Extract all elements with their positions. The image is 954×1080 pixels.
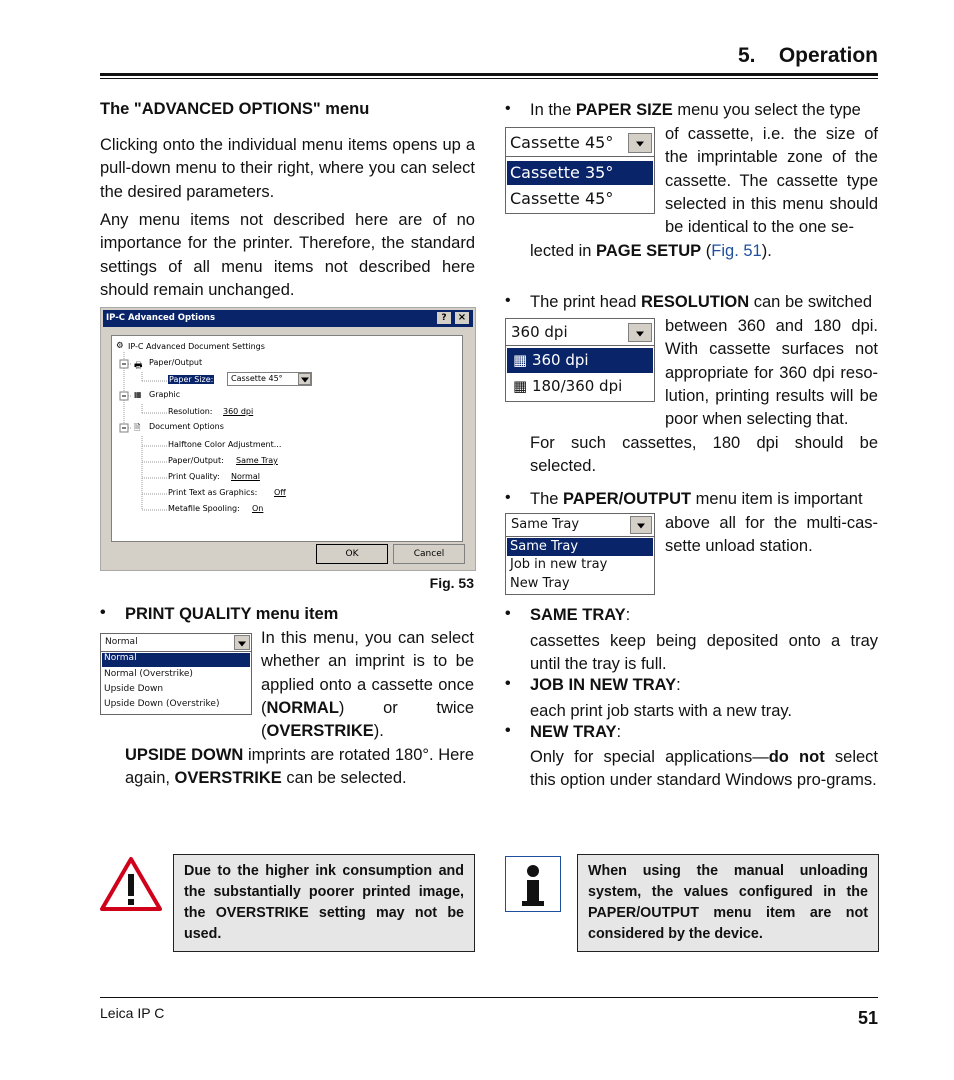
paper-output-dropdown[interactable]	[505, 513, 655, 595]
header-rule-thin	[100, 78, 878, 79]
bullet-dot: •	[505, 605, 511, 622]
print-quality-select[interactable]	[101, 634, 251, 652]
job-new-tray-heading: JOB IN NEW TRAY:	[530, 676, 681, 694]
grid-icon: ▦	[513, 351, 528, 369]
resolution-text: between 360 and 180 dpi. With cassette surfaces not appropriate for 360 dpi reso-lution, printing results will be poor when selecting that.	[665, 317, 878, 429]
tree-paper-output-label[interactable]: Paper/Output:	[168, 456, 224, 465]
close-button[interactable]: ×	[455, 312, 469, 324]
print-quality-option[interactable]: Upside Down	[104, 684, 164, 694]
figure-caption: Fig. 53	[429, 575, 474, 591]
paper-size-intro: In the PAPER SIZE menu you select the type	[530, 101, 861, 119]
print-quality-heading: PRINT QUALITY menu item	[125, 605, 339, 623]
help-button[interactable]: ?	[437, 312, 451, 324]
paper-size-dropdown-value: Cassette 45°	[510, 133, 614, 152]
printer-icon: 🖶	[134, 361, 143, 371]
page-number: 51	[857, 1008, 878, 1028]
tree-print-quality-label[interactable]: Print Quality:	[168, 472, 220, 481]
resolution-select-value: 360 dpi	[511, 323, 568, 341]
header-rule	[100, 73, 878, 76]
print-quality-option[interactable]: Normal	[102, 653, 250, 667]
paper-size-select-value: Cassette 45°	[231, 374, 283, 383]
tree-metafile-value[interactable]: On	[252, 504, 264, 513]
tree-paper-output-value[interactable]: Same Tray	[236, 456, 278, 465]
resolution-option[interactable]: ▦ 180/360 dpi	[513, 377, 623, 395]
paper-size-option[interactable]: Cassette 35°	[507, 161, 653, 185]
new-tray-text: Only for special applications—do not select this option under standard Windows pro-grams.	[530, 748, 878, 790]
paragraph-unchanged: Any menu items not described here are of no importance for the printer. Therefore, the standard settings of all menu items not described here should remain unchanged.	[100, 211, 475, 299]
resolution-text-end: For such cassettes, 180 dpi should be selected.	[530, 434, 878, 476]
print-quality-option[interactable]: Upside Down (Overstrike)	[104, 699, 220, 709]
graphic-icon: ▦	[134, 390, 142, 399]
grid-icon: ▦	[513, 377, 528, 395]
paper-size-dropdown[interactable]	[505, 127, 655, 214]
paper-output-option[interactable]: Job in new tray	[510, 557, 608, 572]
settings-tree	[111, 335, 463, 542]
chevron-down-icon[interactable]	[628, 133, 652, 153]
gear-icon: ⚙	[116, 341, 124, 351]
same-tray-heading: SAME TRAY:	[530, 606, 631, 624]
paper-output-intro: The PAPER/OUTPUT menu item is important	[530, 490, 863, 508]
bullet-dot: •	[505, 292, 511, 309]
tree-print-text-value[interactable]: Off	[274, 488, 286, 497]
ok-button[interactable]: OK	[316, 544, 388, 564]
tree-resolution-value[interactable]: 360 dpi	[223, 407, 254, 416]
paper-size-text: of cassette, i.e. the size of the imprintable zone of the cassette. The cassette type selected in this menu should be identical to the one se-	[665, 125, 878, 237]
bullet-dot: •	[505, 675, 511, 692]
paper-output-select-value: Same Tray	[511, 517, 580, 532]
dialog-title: IP-C Advanced Options	[106, 313, 216, 323]
paper-output-select[interactable]	[506, 514, 654, 537]
chevron-down-icon[interactable]	[234, 635, 250, 650]
resolution-intro: The print head RESOLUTION can be switched	[530, 293, 873, 311]
warning-icon	[100, 856, 162, 912]
upside-down-text: UPSIDE DOWN imprints are rotated 180°. Here again, OVERSTRIKE can be selected.	[125, 746, 474, 788]
paper-size-select[interactable]	[227, 372, 312, 386]
chevron-down-icon[interactable]	[298, 373, 311, 385]
document-icon: 🗎	[134, 423, 141, 432]
print-quality-text: In this menu, you can select whether an imprint is to be applied onto a cassette once (NORMAL) or twice (OVERSTRIKE).	[261, 629, 474, 741]
bullet-dot: •	[100, 604, 106, 621]
fig-51-link[interactable]: Fig. 51	[711, 242, 762, 260]
tree-metafile-label[interactable]: Metafile Spooling:	[168, 504, 240, 513]
resolution-option[interactable]: ▦ 360 dpi	[507, 348, 653, 373]
tree-paper-size-label[interactable]: Paper Size:	[169, 375, 214, 384]
bullet-dot: •	[505, 489, 511, 506]
tree-resolution-label[interactable]: Resolution:	[168, 407, 213, 416]
bullet-dot: •	[505, 100, 511, 117]
tree-graphic: Graphic	[149, 390, 181, 399]
paper-output-option[interactable]: New Tray	[510, 576, 570, 591]
print-quality-select-value: Normal	[105, 637, 138, 647]
section-heading: The "ADVANCED OPTIONS" menu	[100, 100, 370, 118]
paper-output-text: above all for the multi-cas-sette unload station.	[665, 514, 878, 556]
footer-brand: Leica IP C	[100, 1005, 165, 1021]
section-header: 5. Operation	[737, 44, 878, 67]
tree-document-options: Document Options	[149, 422, 224, 431]
job-new-tray-text: each print job starts with a new tray.	[530, 702, 792, 720]
paper-size-option[interactable]: Cassette 45°	[510, 189, 614, 208]
tree-root: IP-C Advanced Document Settings	[128, 342, 265, 351]
info-note: When using the manual unloading system, the values configured in the PAPER/OUTPUT menu item are not considered by the device.	[577, 854, 879, 952]
print-quality-dropdown[interactable]	[100, 633, 252, 715]
paper-size-text-end: lected in PAGE SETUP (Fig. 51).	[530, 242, 772, 260]
tree-paper-output: Paper/Output	[149, 358, 203, 367]
info-icon	[505, 856, 561, 912]
tree-print-quality-value[interactable]: Normal	[231, 472, 260, 481]
footer-rule	[100, 997, 878, 998]
bullet-dot: •	[505, 722, 511, 739]
advanced-options-dialog	[100, 307, 476, 571]
resolution-select[interactable]	[506, 319, 654, 346]
dialog-title-bar	[103, 310, 473, 327]
tree-print-text-label[interactable]: Print Text as Graphics:	[168, 488, 258, 497]
paragraph-intro: Clicking onto the individual menu items opens up a pull-down menu to their right, where you can select the desired parameters.	[100, 136, 475, 201]
paper-output-option[interactable]: Same Tray	[507, 538, 653, 556]
cancel-button[interactable]: Cancel	[393, 544, 465, 564]
resolution-dropdown[interactable]	[505, 318, 655, 402]
print-quality-option[interactable]: Normal (Overstrike)	[104, 669, 193, 679]
warning-note: Due to the higher ink consumption and the substantially poorer printed image, the OVERSTRIKE setting may not be used.	[173, 854, 475, 952]
chevron-down-icon[interactable]	[628, 323, 652, 342]
chevron-down-icon[interactable]	[630, 516, 652, 534]
tree-halftone[interactable]: Halftone Color Adjustment...	[168, 440, 282, 449]
paper-size-dropdown-select[interactable]	[506, 128, 654, 157]
same-tray-text: cassettes keep being deposited onto a tray until the tray is full.	[530, 632, 878, 674]
new-tray-heading: NEW TRAY:	[530, 723, 622, 741]
